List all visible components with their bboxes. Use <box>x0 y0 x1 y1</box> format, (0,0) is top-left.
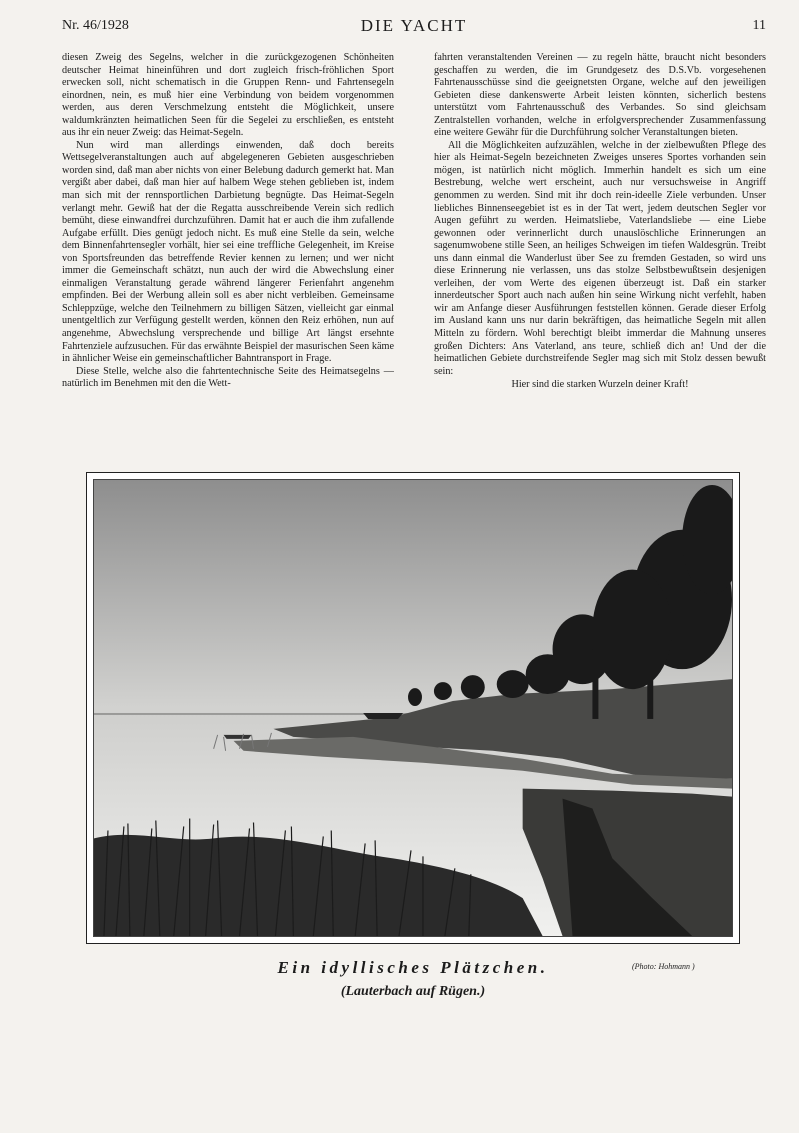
page-header <box>62 14 766 38</box>
magazine-title: DIE YACHT <box>360 16 468 35</box>
quote-line: Hier sind die starken Wurzeln deiner Kraft! <box>511 379 689 391</box>
photo-caption: Ein idyllisches Plätzchen. <box>277 958 549 977</box>
paragraph: diesen Zweig des Segelns, welcher in die zurückgezogenen Schönheiten deutscher Heimat hineinführen und dort zugleich frisch-fröhlichen Sport erwecken soll, nicht schematisch in die Gruppen Renn- und Fahrtensegeln einordnen, nein, es muß hier eine Verbindung von beidem vorgenommen werden, aus deren Verschmelzung entsteht die Möglichkeit, unsere waldumkränzten heimatlichen Seen für die Segelei zu erschließen, es entsteht aus ihr ein neuer Zweig: das Heimat-Segeln. <box>62 52 394 139</box>
landscape-photo <box>93 479 733 937</box>
paragraph: Diese Stelle, welche also die fahrtentechnische Seite des Heimatsegelns — natürlich im Benehmen mit den die Wett- <box>62 365 394 390</box>
page-number: 11 <box>752 18 766 33</box>
paragraph: fahrten veranstaltenden Vereinen — zu regeln hätte, braucht nicht besonders geschaffen zu werden, die im Grundgesetz des D.S.Vb. vorgesehenen Fahrtenausschüsse sind die geeignetsten Organe, welche auf den jeweiligen Gebieten diese dankenswerte Arbeit leisten könnten, sicherlich bestens unterstützt vom Fahrtenausschuß des Verbandes. So sind gleichsam Zentralstellen vorhanden, welche in erfolgversprechender Zusammenfassung eine weitere Gewähr für die Durchführung solcher Veranstaltungen bieten. <box>434 52 766 139</box>
paragraph: Nun wird man allerdings einwenden, daß doch bereits Wettsegelveranstaltungen auch auf abgelegeneren Gebieten ausgeschrieben worden sind, daß man aber nichts von einer Belebung dadurch gemerkt hat. Man vergißt aber dabei, daß man hier auf halbem Wege stehen geblieben ist, indem man sich mit der rennsportlichen Darbietung begnügte. Das Heimat-Segeln verlangt mehr. Gewiß hat der die Regatta ausschreibende Verein sich redlich bemüht, diese einwandfrei durchzuführen. Damit hat er auch die ihm zufallende Aufgabe erfüllt. Dies genügt jedoch nicht. Es muß eine Stelle da sein, welche dem Binnenfahrtensegler vorhält, hier sei eine treffliche Gelegenheit, im Kreise von Sportsfreunden das betreffende Revier kennen zu lernen; und wer nicht immer die Gemeinschaft schätzt, nun auch der wird die Abwechslung einer einmaligen Veranstaltung gerade während längerer Ferienfahrt angenehm empfinden. Bei der Werbung allein soll es aber nicht verbleiben. Gemeinsame Schleppzüge, welche den Teilnehmern zu billigen Sätzen, vielleicht gar einmal unentgeltlich zur Verfügung gestellt werden, können den Reiz erhöhen, nun auf angenehme, Abwechslung versprechende und billige Art längst ersehnte Fahrtenziele aufzusuchen. Für das erwähnte Beispiel der masurischen Seen käme in ähnlicher Weise ein gemeinschaftlicher Bahntransport in Frage. <box>62 139 394 365</box>
photo-subcaption: (Lauterbach auf Rügen.) <box>340 984 486 999</box>
photo-frame <box>86 472 740 944</box>
right-column <box>434 52 766 392</box>
issue-number: Nr. 46/1928 <box>62 18 129 33</box>
paragraph: All die Möglichkeiten aufzuzählen, welche in der zielbewußten Pflege des hier als Heimat-Segeln bezeichneten Zweiges unseres Sportes vorhanden sein mögen, ist natürlich nicht möglich. Immerhin handelt es sich um eine Bestrebung, welche wert erscheint, auch nur versuchsweise in Angriff genommen zu werden. Sind mit ihr doch rein-ideelle Ziele verbunden. Unser liebliches Binnenseegebiet ist es in der Tat wert, jedem deutschen Segler vor Augen geführt zu werden. Heimatsliebe, Vaterlandsliebe — eine Liebe gewonnen oder verinnerlicht durch unauslöschliche Erinnerungen an sagenumwobene stille Seen, an heiliges Schweigen im tiefen Waldesgrün. Treibt uns dann einmal die Wanderlust über See zu fremden Gestaden, so wird uns diese Erinnerung nie verlassen, uns das stolze Selbstbewußtsein desjenigen verleihen, der vom Werte des eigenen überzeugt ist. Daß ein starker innerdeutscher Sport auch nach außen hin seine Wirkung nicht verfehlt, haben wir am Anfange dieser Ausführungen feststellen können. Gerade dieser Erfolg im Ausland kann uns nur darin bekräftigen, das heimatliche Segeln mit allen Mitteln zu fördern. Wohl berechtigt bleibt immerdar die Mahnung unseres großen Dichters: Ans Vaterland, ans teure, schließ dich an! Und der die heimatlichen Gebiete durchstreifende Segler mag sich mit Stolz dessen bewußt sein: <box>434 139 766 377</box>
lake-landscape-image <box>94 480 732 936</box>
photo-credit: (Photo: Hohmann ) <box>632 962 695 971</box>
left-column <box>62 52 394 391</box>
